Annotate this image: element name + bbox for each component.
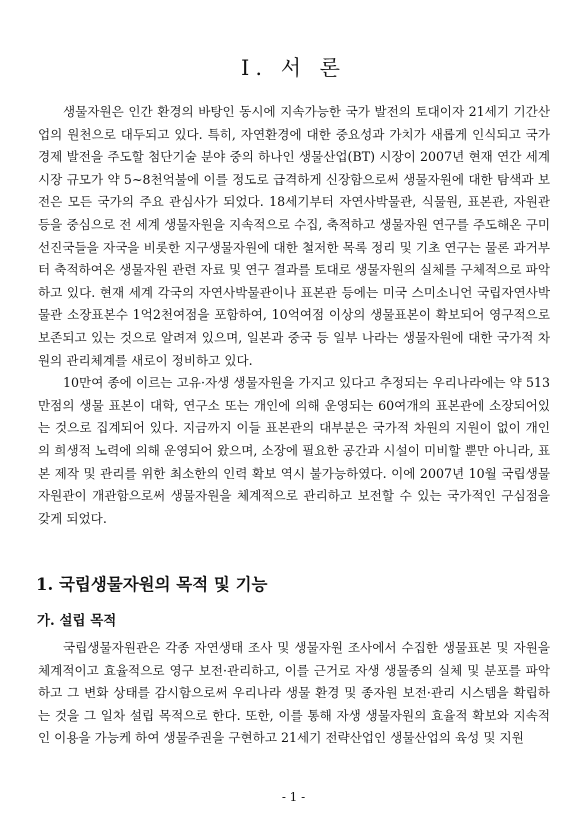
intro-paragraph-2: 10만여 종에 이르는 고유·자생 생물자원을 가지고 있다고 추정되는 우리나라에는 약 513만점의 생물 표본이 대학, 연구소 또는 개인에 의해 운영되는 60여개의 표본관에 소장되어있는 것으로 집계되어 있다. 지금까지 이들 표본관의 대부분은 국가적 차원의 지원이 없이 개인의 희생적 노력에 의해 운영되어 왔으며, 소장에 필요한 공간과 시설이 미비할 뿐만 아니라, 표본 제작 및 관리를 위한 최소한의 인력 확보 역시 불가능하였다. 이에 2007년 10월 국립생물자원관이 개관함으로써 생물자원을 체계적으로 관리하고 보전할 수 있는 국가적인 구심점을 갖게 되었다. [38,375,550,526]
intro-section [38,101,550,530]
section-heading: 1. 국립생물자원의 목적 및 기능 [36,575,268,594]
purpose-section [38,637,550,750]
intro-paragraph-1: 생물자원은 인간 환경의 바탕인 동시에 지속가능한 국가 발전의 토대이자 21세기 기간산업의 원천으로 대두되고 있다. 특히, 자연환경에 대한 중요성과 가치가 새롭게 인식되고 국가 경제 발전을 주도할 첨단기술 분야 중의 하나인 생물산업(BT) 시장이 2007년 현재 연간 세계시장 규모가 약 5~8천억불에 이를 정도로 급격하게 신장함으로써 생물자원에 대한 탐색과 보전은 모든 국가의 주요 관심사가 되었다. 18세기부터 자연사박물관, 식물원, 표본관, 자원관 등을 중심으로 전 세계 생물자원을 지속적으로 수집, 축적하고 생물자원 연구를 주도해온 구미 선진국들을 자국을 비롯한 지구생물자원에 대한 철저한 목록 정리 및 기초 연구는 물론 과거부터 축적하여온 생물자원 관련 자료 및 연구 결과를 토대로 생물자원의 실체를 구체적으로 파악하고 있다. 현재 세계 각국의 자연사박물관이나 표본관 등에는 미국 스미소니언 국립자연사박물관 소장표본수 1억2천여점을 포함하여, 10억여점 이상의 생물표본이 확보되어 영구적으로 보존되고 있는 것으로 알려져 있으며, 일본과 중국 등 일부 나라는 생물자원에 대한 국가적 차원의 관리체계를 새로이 정비하고 있다. [38,104,550,368]
page-number: - 1 - [281,790,306,804]
subsection-heading: 가. 설립 목적 [37,613,117,629]
purpose-paragraph: 국립생물자원관은 각종 자연생태 조사 및 생물자원 조사에서 수집한 생물표본 및 자원을 체계적이고 효율적으로 영구 보전·관리하고, 이를 근거로 자생 생물종의 실체 및 분포를 파악하고 그 변화 상태를 감시함으로써 우리나라 생물 환경 및 종자원 보전·관리 시스템을 확립하는 것을 그 일차 설립 목적으로 한다. 또한, 이를 통해 자생 생물자원의 효율적 확보와 지속적인 이용을 가능케 하여 생물주권을 구현하고 21세기 전략산업인 생물산업의 육성 및 지원 [38,640,550,746]
chapter-title: Ⅰ. 서 론 [241,56,346,81]
